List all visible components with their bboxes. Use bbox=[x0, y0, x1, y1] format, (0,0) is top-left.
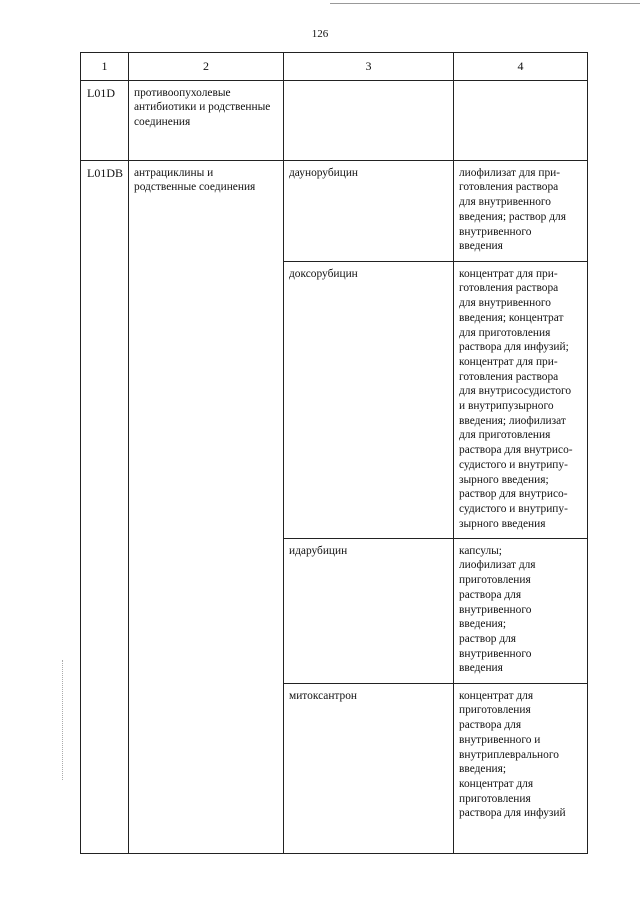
drug-name bbox=[284, 80, 454, 160]
header-col-1: 1 bbox=[81, 53, 129, 81]
drug-name: идарубицин bbox=[284, 538, 454, 683]
drug-name: доксорубицин bbox=[284, 261, 454, 538]
dosage-form: лиофилизат для при- готовления раствора для внутривенного введения; раствор для внутривенного введения bbox=[454, 160, 588, 261]
table-row bbox=[81, 80, 588, 160]
header-col-3: 3 bbox=[284, 53, 454, 81]
scan-margin-mark bbox=[62, 660, 63, 780]
dosage-form: концентрат для приготовления раствора для внутривенного и внутриплеврального введения; концентрат для приготовления раствора для инфузий bbox=[454, 683, 588, 853]
drug-table bbox=[80, 52, 588, 854]
drug-name: митоксантрон bbox=[284, 683, 454, 853]
atc-code: L01DB bbox=[81, 160, 129, 853]
page-number: 126 bbox=[311, 28, 329, 40]
dosage-form: концентрат для при- готовления раствора для внутривенного введения; концентрат для приготовления раствора для инфузий; концентрат для при- готовления раствора для внутрисосудистого и внутрипузырного введения; лиофилизат для приготовления раствора для внутрисо- судистого и внутрипу- зырного введения; раствор для внутрисо- судистого и внутрипу- зырного введения bbox=[454, 261, 588, 538]
header-row bbox=[81, 53, 588, 81]
header-col-2: 2 bbox=[129, 53, 284, 81]
dosage-form bbox=[454, 80, 588, 160]
table-row bbox=[81, 160, 588, 261]
atc-group: антрациклины и родственные соединения bbox=[129, 160, 284, 853]
atc-code: L01D bbox=[81, 80, 129, 160]
drug-name: даунорубицин bbox=[284, 160, 454, 261]
top-scan-rule bbox=[330, 3, 640, 4]
dosage-form: капсулы; лиофилизат для приготовления раствора для внутривенного введения; раствор для внутривенного введения bbox=[454, 538, 588, 683]
header-col-4: 4 bbox=[454, 53, 588, 81]
atc-group: противоопухолевые антибиотики и родственные соединения bbox=[129, 80, 284, 160]
